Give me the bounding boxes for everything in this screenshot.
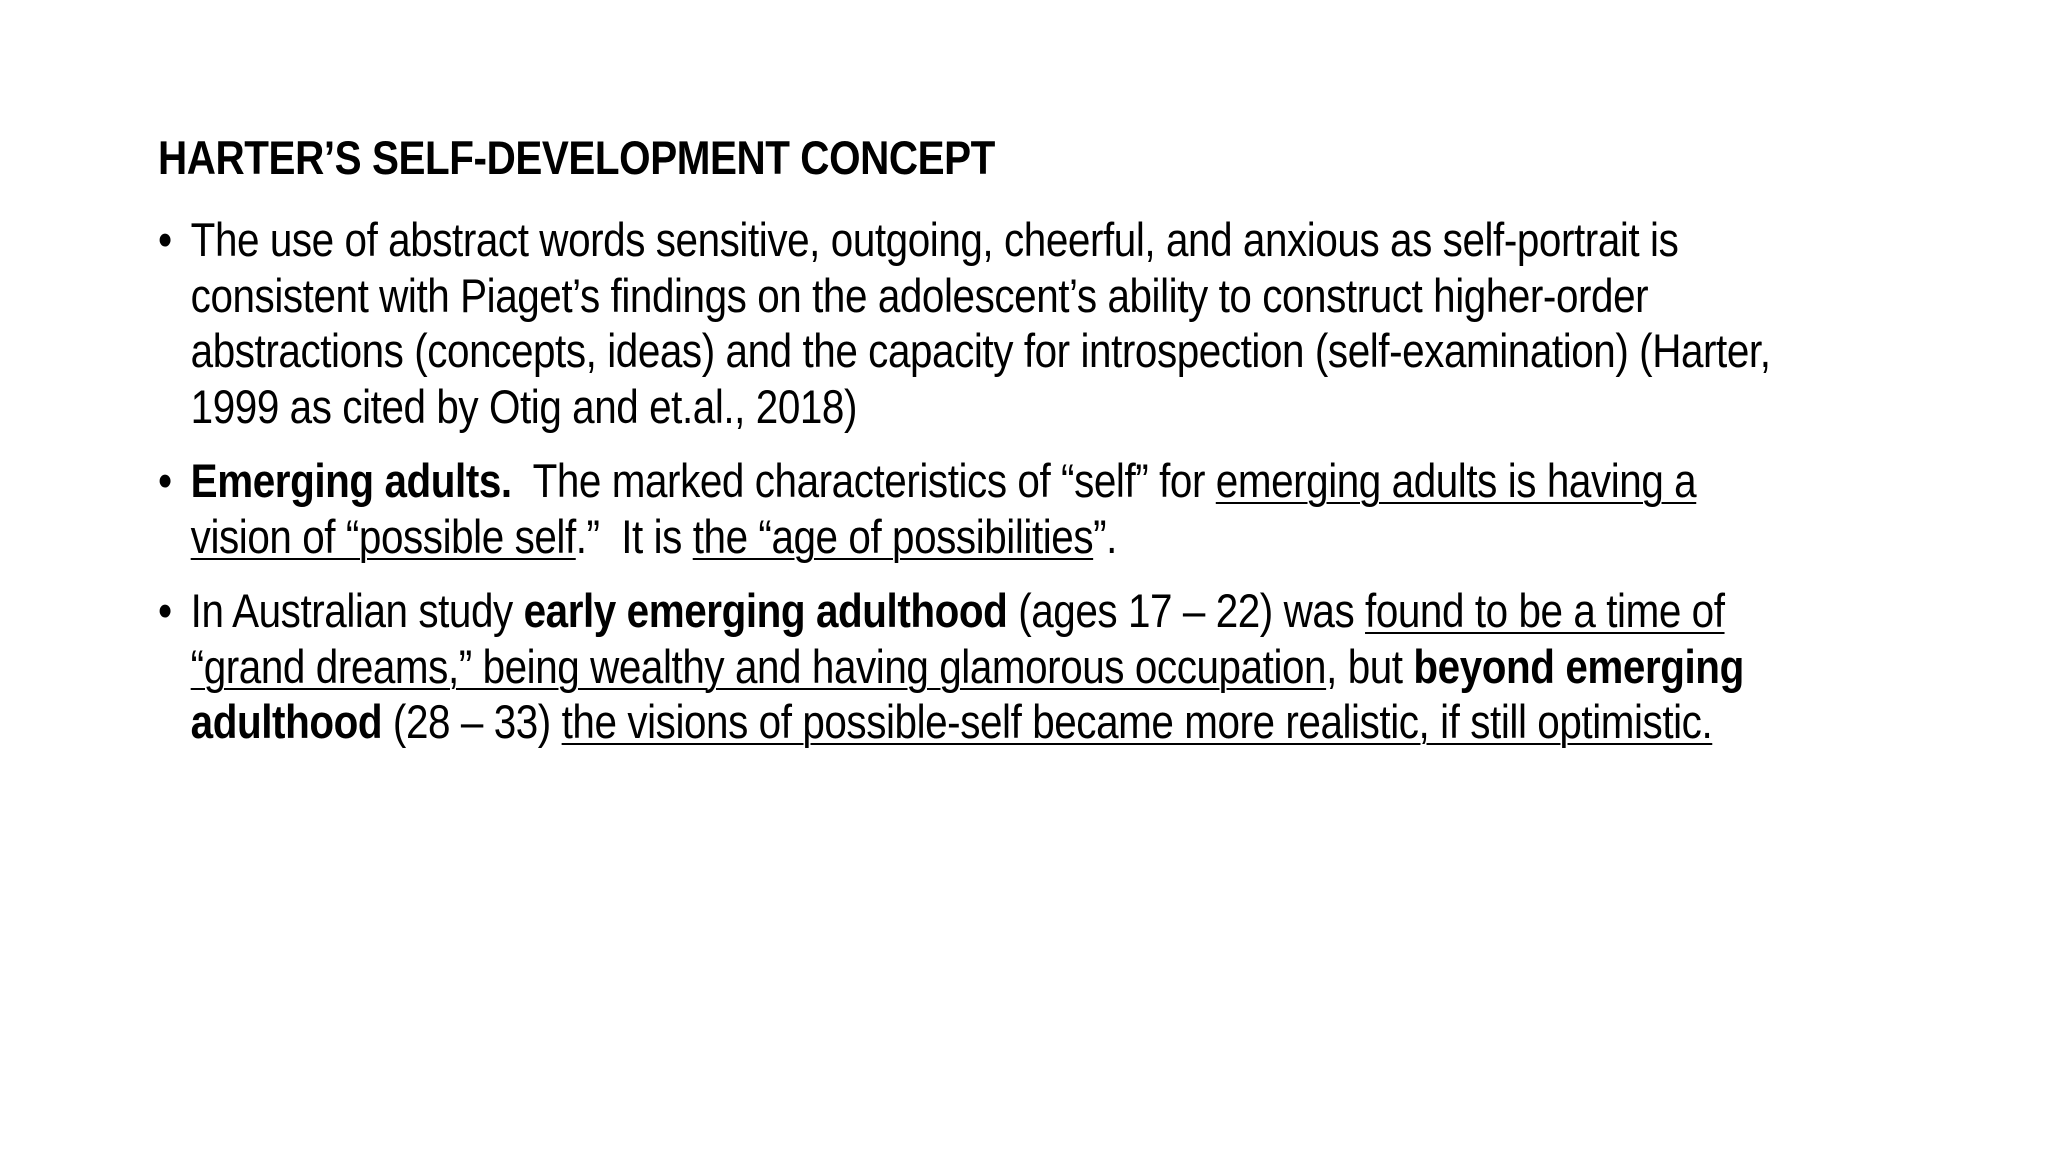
underlined-text: the visions of possible-self became more realistic, if still optimistic. xyxy=(561,695,1713,748)
bullet-text-line xyxy=(191,583,1913,639)
slide-title: HARTER’S SELF-DEVELOPMENT CONCEPT xyxy=(158,131,995,184)
body-text: In Australian study xyxy=(190,584,524,637)
bullet-text-line xyxy=(191,453,1913,509)
bold-period: . xyxy=(500,454,512,507)
bullet-item-harter xyxy=(158,212,1912,434)
body-text: (ages 17 – 22) was xyxy=(1007,584,1366,637)
body-text: , but xyxy=(1326,639,1414,693)
body-text: .” It is xyxy=(575,509,693,563)
underlined-text: found to be a time of xyxy=(1365,584,1725,637)
body-text: (28 – 33) xyxy=(382,695,562,748)
bullet-dot-icon: • xyxy=(158,584,172,637)
bullet-text-line: 1999 as cited by Otig and et.al., 2018) xyxy=(190,379,858,433)
bullet-dot-icon: • xyxy=(158,213,172,266)
bold-term: early emerging adulthood xyxy=(523,584,1008,637)
underlined-text: emerging adults is having a xyxy=(1215,454,1697,507)
bullet-text-line xyxy=(191,694,1913,750)
bullet-list xyxy=(158,212,1912,769)
bullet-text-line: consistent with Piaget’s findings on the adolescent’s ability to construct higher-order xyxy=(190,268,1649,322)
bullet-text-line xyxy=(191,639,1913,695)
bold-term: Emerging adults xyxy=(190,454,501,507)
body-text: ”. xyxy=(1093,509,1117,563)
underlined-text: the “age of possibilities xyxy=(692,509,1094,563)
body-text: The marked characteristics of “self” for xyxy=(511,454,1216,507)
bullet-text-line xyxy=(191,509,1913,565)
bold-term: beyond emerging xyxy=(1413,639,1744,693)
bullet-text-line: The use of abstract words sensitive, outgoing, cheerful, and anxious as self-portrait is xyxy=(190,213,1679,266)
bold-term: adulthood xyxy=(190,695,383,748)
bullet-text-line: abstractions (concepts, ideas) and the capacity for introspection (self-examination) (Harter, xyxy=(190,324,1771,377)
bullet-item-emerging-adults xyxy=(158,453,1912,564)
underlined-text: vision of “possible self xyxy=(190,509,576,563)
bullet-item-australian-study xyxy=(158,583,1912,750)
underlined-text: “grand dreams,” being wealthy and having glamorous occupation xyxy=(190,639,1327,693)
bullet-dot-icon: • xyxy=(158,454,172,507)
